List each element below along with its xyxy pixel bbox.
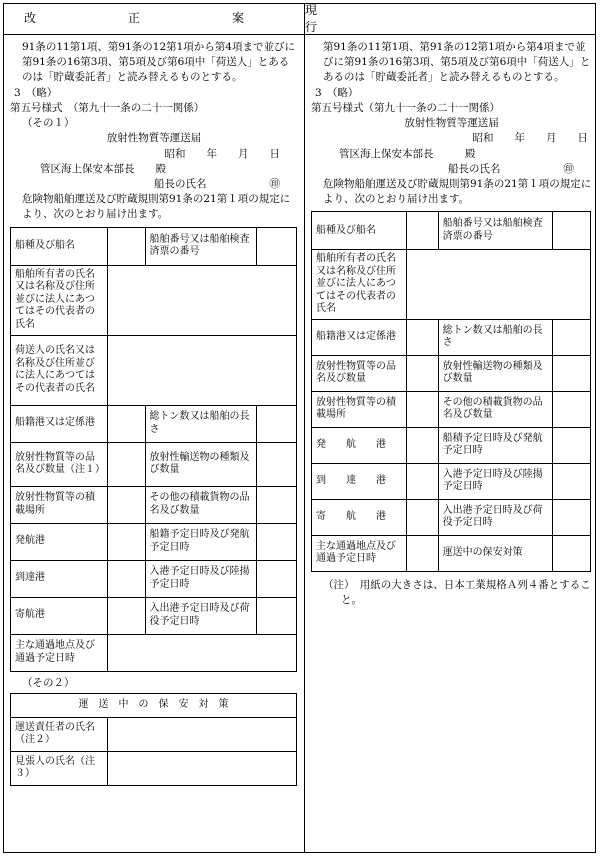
cell-value (553, 212, 591, 250)
cell-value (553, 535, 591, 571)
cell-label: 船籍予定日時及び発航予定日時 (145, 523, 257, 560)
cell-value (107, 405, 145, 442)
cell-label: 放射性物質等の品名及び数量（注１） (11, 442, 108, 486)
table-row (312, 463, 591, 499)
cell-label: 放射性輸送物の種類及び数量 (145, 442, 257, 486)
cell-value (406, 212, 438, 250)
left-part2: （その２） (22, 676, 75, 689)
left-date: 昭和 年 月 日 (164, 147, 280, 160)
cell-value (553, 463, 591, 499)
left-form-table (10, 227, 297, 672)
cell-label: 放射性物質等の積載場所 (11, 486, 108, 523)
right-note: （注） 用紙の大きさは、日本工業規格Ａ列４番とすること。 (323, 578, 591, 607)
cell-label: 船舶番号又は船舶検査済票の番号 (145, 227, 257, 265)
cell-value (406, 355, 438, 391)
cell-value (553, 355, 591, 391)
cell-label: 船舶番号又は船舶検査済票の番号 (438, 212, 553, 250)
cell-label: 船籍港又は定係港 (11, 405, 108, 442)
table-row (11, 717, 297, 751)
cell-label: 入出港予定日時及び荷役予定日時 (145, 597, 257, 634)
left-column (10, 40, 298, 786)
table-row (11, 335, 297, 405)
right-addressee: 管区海上保安本部長 殿 (339, 147, 476, 160)
cell-value (257, 405, 297, 442)
cell-label: 主な通過地点及び通過予定日時 (312, 535, 407, 571)
right-item3: 3 （略） (315, 86, 359, 99)
table-row (11, 523, 297, 560)
table-row (11, 265, 297, 335)
right-intro: 危険物船舶運送及び貯蔵規則第91条の21第１項の規定により、次のとおり届け出ます。 (323, 177, 592, 206)
cell-label: 発航港 (11, 523, 108, 560)
table-row (11, 560, 297, 597)
cell-label: 総トン数又は船舶の長さ (145, 405, 257, 442)
cell-value (257, 442, 297, 486)
cell-value (553, 319, 591, 355)
cell-value (406, 319, 438, 355)
cell-value (257, 560, 297, 597)
cell-label: 荷送人の氏名又は名称及び住所並びに法人にあつてはその代表者の氏名 (11, 335, 108, 405)
cell-value (107, 751, 296, 785)
cell-value (257, 486, 297, 523)
cell-value (107, 597, 145, 634)
table-row (312, 212, 591, 250)
cell-label: 見張人の氏名（注３） (11, 751, 108, 785)
cell-value (257, 597, 297, 634)
left-doc-title: 放射性物質等運送届 (106, 132, 202, 145)
cell-label: 船積予定日時及び発航予定日時 (438, 427, 553, 463)
table-row (312, 427, 591, 463)
cell-label: 総トン数又は船舶の長さ (438, 319, 553, 355)
table-row (11, 405, 297, 442)
security-heading: 運 送 中 の 保 安 対 策 (11, 693, 297, 717)
cell-label: 入出港予定日時及び荷役予定日時 (438, 499, 553, 535)
document-frame (3, 3, 596, 853)
table-row (11, 597, 297, 634)
table-row (11, 634, 297, 671)
cell-value (406, 535, 438, 571)
cell-label: 運送中の保安対策 (438, 535, 553, 571)
cell-value (406, 427, 438, 463)
cell-value (257, 523, 297, 560)
cell-value (553, 499, 591, 535)
cell-label: 到達港 (11, 560, 108, 597)
table-row (11, 227, 297, 265)
cell-value (107, 560, 145, 597)
cell-value (107, 486, 145, 523)
table-row (312, 535, 591, 571)
table-row (312, 319, 591, 355)
header-left-label: 改 正 案 (23, 11, 284, 26)
cell-value (406, 463, 438, 499)
left-item3: 3 （略） (14, 86, 58, 99)
cell-value (107, 265, 296, 335)
cell-label: 放射性物質等の品名及び数量 (312, 355, 407, 391)
header-left (4, 4, 304, 34)
left-signer: 船長の氏名 ㊞ (154, 177, 280, 190)
cell-value (107, 442, 145, 486)
table-row (312, 250, 591, 320)
right-column (311, 40, 592, 608)
cell-value (107, 335, 296, 405)
right-para1: 第91条の11第1項、第91条の12第1項から第4項まで並びに第91条の16第3項、第5項及び第6項中「荷送人」とあるのは「貯蔵委託者」と読み替えるものとする。 (323, 41, 591, 84)
table-row (11, 442, 297, 486)
cell-value (107, 227, 145, 265)
left-part1: （その１） (22, 117, 75, 130)
cell-value (107, 717, 296, 751)
cell-value (406, 391, 438, 427)
table-row (312, 391, 591, 427)
left-para1: 91条の11第1項、第91条の12第1項から第4項まで並びに第91条の16第3項、第5項及び第6項中「荷送人」とあるのは「貯蔵委託者」と読み替えるものとする。 (22, 41, 295, 84)
left-addressee: 管区海上保安本部長 殿 (40, 162, 166, 175)
cell-label: 船種及び船名 (312, 212, 407, 250)
table-row (11, 693, 297, 717)
cell-label: 船舶所有者の氏名又は名称及び住所並びに法人にあつてはその代表者の氏名 (11, 265, 108, 335)
left-form-title: 第五号様式 （第九十一条の二十一関係） (10, 101, 205, 114)
cell-value (107, 634, 296, 671)
cell-label: 寄航港 (11, 597, 108, 634)
cell-label: 主な通過地点及び通過予定日時 (11, 634, 108, 671)
cell-value (257, 227, 297, 265)
cell-label: 船舶所有者の氏名又は名称及び住所並びに法人にあつてはその代表者の氏名 (312, 250, 407, 320)
header-right-label: 現 行 (305, 2, 570, 34)
header-right (305, 4, 597, 34)
table-row (11, 486, 297, 523)
cell-label: その他の積載貨物の品名及び数量 (438, 391, 553, 427)
cell-label: 発 航 港 (312, 427, 407, 463)
cell-label: 放射性物質等の積載場所 (312, 391, 407, 427)
left-intro: 危険物船舶運送及び貯蔵規則第91条の21第１項の規定により、次のとおり届け出ます。 (22, 193, 291, 221)
cell-label: 船籍港又は定係港 (312, 319, 407, 355)
cell-value (406, 499, 438, 535)
cell-value (406, 250, 590, 320)
right-form-title: 第五号様式（第九十一条の二十一関係） (311, 101, 500, 114)
cell-value (107, 523, 145, 560)
table-row (312, 499, 591, 535)
right-form-table (311, 211, 591, 572)
right-date: 昭和 年 月 日 (472, 132, 588, 145)
cell-label: 寄 航 港 (312, 499, 407, 535)
left-security-table (10, 693, 297, 786)
cell-label: 放射性輸送物の種類及び数量 (438, 355, 553, 391)
cell-label: その他の積載貨物の品名及び数量 (145, 486, 257, 523)
cell-label: 船種及び船名 (11, 227, 108, 265)
cell-label: 入港予定日時及び陸揚予定日時 (145, 560, 257, 597)
cell-label: 入港予定日時及び陸揚予定日時 (438, 463, 553, 499)
cell-value (553, 427, 591, 463)
column-divider (304, 4, 305, 852)
right-doc-title: 放射性物質等運送届 (404, 117, 499, 130)
cell-label: 運送責任者の氏名（注２） (11, 717, 108, 751)
right-signer: 船長の氏名 ㊞ (448, 162, 574, 175)
table-row (312, 355, 591, 391)
table-row (11, 751, 297, 785)
cell-value (553, 391, 591, 427)
cell-label: 到 達 港 (312, 463, 407, 499)
